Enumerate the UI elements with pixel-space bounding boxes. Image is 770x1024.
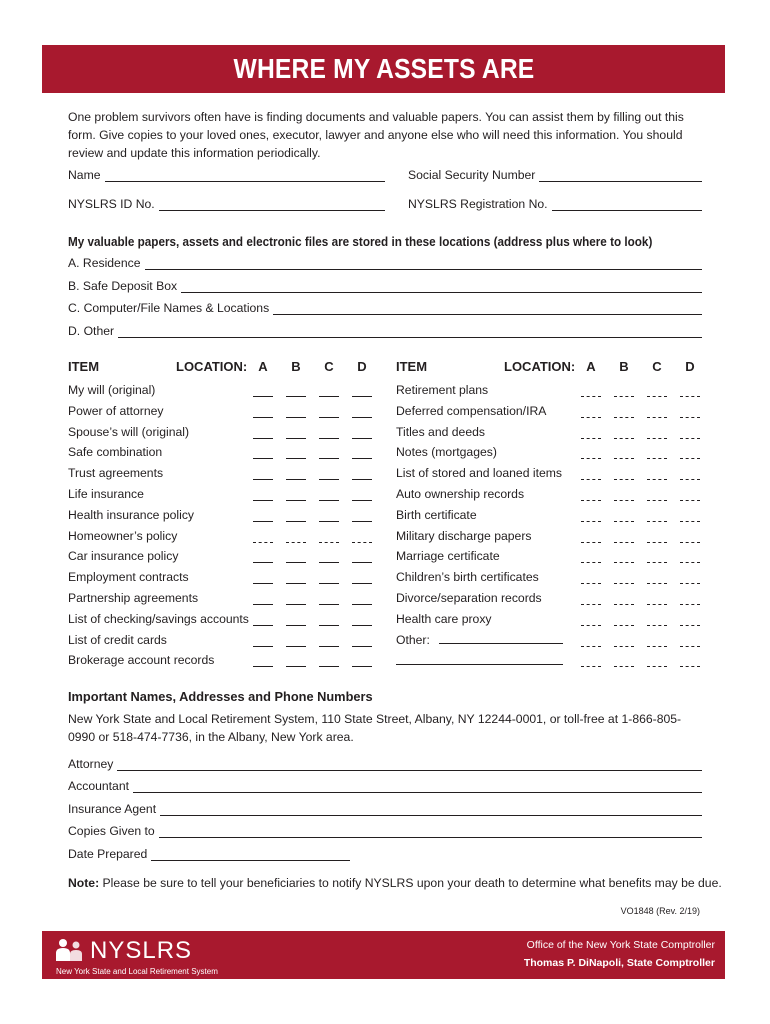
left-item-row: Spouse’s will (original) [68, 425, 190, 439]
reg-no-field[interactable] [408, 197, 702, 211]
right-row-3-blank-D[interactable] [680, 458, 700, 459]
left-row-4-blank-A[interactable] [253, 479, 273, 480]
right-row-10-blank-C[interactable] [647, 604, 667, 605]
right-row-9-blank-D[interactable] [680, 583, 700, 584]
right-row-9-blank-A[interactable] [581, 583, 601, 584]
note-text: Please be sure to tell your beneficiaries to notify NYSLRS upon your death to determine what benefits may be due. [99, 876, 722, 890]
col-a-right: A [586, 359, 596, 374]
accountant-label: Accountant [68, 779, 129, 793]
location-c-label: C. Computer/File Names & Locations [68, 301, 270, 315]
left-row-5-blank-D[interactable] [352, 500, 372, 501]
id-no-field[interactable] [68, 197, 385, 211]
right-row-6-blank-C[interactable] [647, 521, 667, 522]
right-row-1-blank-D[interactable] [680, 417, 700, 418]
left-row-8-blank-C[interactable] [319, 562, 339, 563]
location-a-field[interactable] [68, 256, 702, 270]
page-title: WHERE MY ASSETS ARE [233, 53, 534, 84]
left-item-row: Partnership agreements [68, 591, 199, 605]
right-row-0-blank-A[interactable] [581, 396, 601, 397]
right-row-0-blank-C[interactable] [647, 396, 667, 397]
right-row-3-blank-C[interactable] [647, 458, 667, 459]
left-row-8-blank-B[interactable] [286, 562, 306, 563]
left-row-0-blank-D[interactable] [352, 396, 372, 397]
col-b-right: B [619, 359, 629, 374]
date-prepared-field[interactable] [68, 847, 350, 861]
copies-given-label: Copies Given to [68, 824, 155, 838]
other-extra-line[interactable] [396, 664, 563, 665]
left-row-13-blank-C[interactable] [319, 666, 339, 667]
left-item-row: Life insurance [68, 487, 144, 501]
left-item-row: Power of attorney [68, 404, 164, 418]
people-icon [54, 937, 88, 963]
right-row-10-blank-B[interactable] [614, 604, 634, 605]
left-row-12-blank-C[interactable] [319, 646, 339, 647]
right-row-5-blank-D[interactable] [680, 500, 700, 501]
contacts-heading: Important Names, Addresses and Phone Numbers [68, 689, 373, 704]
left-row-8-blank-D[interactable] [352, 562, 372, 563]
left-row-12-blank-A[interactable] [253, 646, 273, 647]
left-row-8-blank-A[interactable] [253, 562, 273, 563]
right-row-5-blank-B[interactable] [614, 500, 634, 501]
insurance-agent-label: Insurance Agent [68, 802, 157, 816]
col-c-left: C [324, 359, 334, 374]
left-row-3-blank-D[interactable] [352, 458, 372, 459]
right-item-row: Notes (mortgages) [396, 445, 497, 459]
item-header-left: ITEM [68, 359, 100, 374]
left-row-7-blank-A[interactable] [253, 542, 273, 543]
right-row-3-blank-A[interactable] [581, 458, 601, 459]
left-row-4-blank-B[interactable] [286, 479, 306, 480]
left-row-6-blank-D[interactable] [352, 521, 372, 522]
right-row-13-blank-C[interactable] [647, 666, 667, 667]
left-row-0-blank-B[interactable] [286, 396, 306, 397]
right-row-4-blank-A[interactable] [581, 479, 601, 480]
right-row-11-blank-B[interactable] [614, 625, 634, 626]
right-row-7-blank-B[interactable] [614, 542, 634, 543]
other-input-line[interactable] [439, 643, 563, 644]
insurance-agent-field[interactable] [68, 802, 702, 816]
right-row-7-blank-C[interactable] [647, 542, 667, 543]
right-row-13-blank-B[interactable] [614, 666, 634, 667]
right-row-8-blank-D[interactable] [680, 562, 700, 563]
right-row-2-blank-A[interactable] [581, 438, 601, 439]
right-item-row: Deferred compensation/IRA [396, 404, 547, 418]
left-row-4-blank-C[interactable] [319, 479, 339, 480]
right-row-3-blank-B[interactable] [614, 458, 634, 459]
left-row-3-blank-B[interactable] [286, 458, 306, 459]
right-row-6-blank-B[interactable] [614, 521, 634, 522]
left-row-11-blank-C[interactable] [319, 625, 339, 626]
right-item-row: Other: [396, 633, 430, 647]
left-row-11-blank-D[interactable] [352, 625, 372, 626]
left-item-row: Trust agreements [68, 466, 164, 480]
right-row-12-blank-C[interactable] [647, 646, 667, 647]
col-a-left: A [258, 359, 268, 374]
right-row-9-blank-B[interactable] [614, 583, 634, 584]
right-item-row: List of stored and loaned items [396, 466, 562, 480]
right-item-row: Titles and deeds [396, 425, 485, 439]
left-row-0-blank-C[interactable] [319, 396, 339, 397]
right-row-4-blank-B[interactable] [614, 479, 634, 480]
contacts-text: New York State and Local Retirement System, 110 State Street, Albany, NY 12244-0001, or toll-free at 1-866-805-0990 or 518-474-7736, in the Albany, New York area. [68, 712, 682, 744]
right-row-2-blank-C[interactable] [647, 438, 667, 439]
left-row-9-blank-C[interactable] [319, 583, 339, 584]
location-a-label: A. Residence [68, 256, 141, 270]
attorney-field[interactable] [68, 757, 702, 771]
left-row-11-blank-A[interactable] [253, 625, 273, 626]
left-row-0-blank-A[interactable] [253, 396, 273, 397]
left-row-6-blank-A[interactable] [253, 521, 273, 522]
left-item-row: Health insurance policy [68, 508, 195, 522]
right-row-12-blank-B[interactable] [614, 646, 634, 647]
left-item-row: List of credit cards [68, 633, 167, 647]
left-row-1-blank-A[interactable] [253, 417, 273, 418]
id-no-label: NYSLRS ID No. [68, 197, 155, 211]
location-header-left: LOCATION: [176, 359, 248, 374]
left-row-2-blank-D[interactable] [352, 438, 372, 439]
left-row-10-blank-A[interactable] [253, 604, 273, 605]
left-row-13-blank-D[interactable] [352, 666, 372, 667]
name-label: Name [68, 168, 101, 182]
office-name: Office of the New York State Comptroller [526, 939, 715, 951]
accountant-field[interactable] [68, 779, 702, 793]
right-item-row: Retirement plans [396, 383, 489, 397]
right-row-8-blank-A[interactable] [581, 562, 601, 563]
intro-text: One problem survivors often have is finding documents and valuable papers. You can assist them by filling out this form. Give copies to your loved ones, executor, lawyer and anyone else who will need this information. You should review and update this information periodically. [68, 110, 684, 160]
left-row-3-blank-A[interactable] [253, 458, 273, 459]
right-item-row: Marriage certificate [396, 549, 500, 563]
right-row-13-blank-A[interactable] [581, 666, 601, 667]
right-row-6-blank-D[interactable] [680, 521, 700, 522]
left-row-6-blank-B[interactable] [286, 521, 306, 522]
right-row-11-blank-D[interactable] [680, 625, 700, 626]
right-row-11-blank-C[interactable] [647, 625, 667, 626]
right-item-row: Auto ownership records [396, 487, 525, 501]
left-row-12-blank-D[interactable] [352, 646, 372, 647]
left-row-10-blank-B[interactable] [286, 604, 306, 605]
left-row-10-blank-D[interactable] [352, 604, 372, 605]
left-row-2-blank-C[interactable] [319, 438, 339, 439]
location-c-field[interactable] [68, 301, 702, 315]
left-row-5-blank-A[interactable] [253, 500, 273, 501]
left-row-4-blank-D[interactable] [352, 479, 372, 480]
right-row-2-blank-D[interactable] [680, 438, 700, 439]
right-row-10-blank-A[interactable] [581, 604, 601, 605]
left-row-1-blank-C[interactable] [319, 417, 339, 418]
right-item-row: Military discharge papers [396, 529, 532, 543]
right-row-0-blank-B[interactable] [614, 396, 634, 397]
left-row-1-blank-B[interactable] [286, 417, 306, 418]
item-header-right: ITEM [396, 359, 428, 374]
footer [42, 931, 725, 979]
location-b-label: B. Safe Deposit Box [68, 279, 178, 293]
left-item-row: Homeowner’s policy [68, 529, 178, 543]
right-row-4-blank-C[interactable] [647, 479, 667, 480]
left-item-row: Employment contracts [68, 570, 189, 584]
right-row-5-blank-A[interactable] [581, 500, 601, 501]
right-row-8-blank-C[interactable] [647, 562, 667, 563]
right-row-1-blank-C[interactable] [647, 417, 667, 418]
left-row-9-blank-A[interactable] [253, 583, 273, 584]
left-item-row: Car insurance policy [68, 549, 179, 563]
left-row-13-blank-B[interactable] [286, 666, 306, 667]
left-row-2-blank-A[interactable] [253, 438, 273, 439]
location-header-right: LOCATION: [504, 359, 576, 374]
logo-subtitle: New York State and Local Retirement System [56, 967, 218, 976]
locations-heading: My valuable papers, assets and electronic files are stored in these locations (address plus where to look) [68, 234, 653, 249]
left-row-12-blank-B[interactable] [286, 646, 306, 647]
left-row-7-blank-C[interactable] [319, 542, 339, 543]
right-row-7-blank-D[interactable] [680, 542, 700, 543]
right-row-10-blank-D[interactable] [680, 604, 700, 605]
note [68, 876, 722, 890]
left-item-row: My will (original) [68, 383, 156, 397]
left-row-2-blank-B[interactable] [286, 438, 306, 439]
note-label: Note: [68, 876, 100, 890]
left-item-row: Safe combination [68, 445, 163, 459]
left-item-row: Brokerage account records [68, 653, 215, 667]
right-row-4-blank-D[interactable] [680, 479, 700, 480]
comptroller-name: Thomas P. DiNapoli, State Comptroller [523, 957, 715, 969]
right-row-1-blank-B[interactable] [614, 417, 634, 418]
col-d-left: D [357, 359, 367, 374]
right-row-1-blank-A[interactable] [581, 417, 601, 418]
right-row-9-blank-C[interactable] [647, 583, 667, 584]
left-row-10-blank-C[interactable] [319, 604, 339, 605]
left-row-3-blank-C[interactable] [319, 458, 339, 459]
right-item-row: Children’s birth certificates [396, 570, 539, 584]
date-prepared-label: Date Prepared [68, 847, 148, 861]
copies-given-field[interactable] [68, 824, 702, 838]
col-b-left: B [291, 359, 301, 374]
location-b-field[interactable] [68, 279, 702, 293]
ssn-label: Social Security Number [408, 168, 536, 182]
col-d-right: D [685, 359, 695, 374]
title-banner [42, 45, 725, 93]
right-item-row: Birth certificate [396, 508, 477, 522]
right-row-12-blank-A[interactable] [581, 646, 601, 647]
right-item-row: Divorce/separation records [396, 591, 542, 605]
left-row-5-blank-B[interactable] [286, 500, 306, 501]
logo-text: NYSLRS [90, 937, 193, 964]
reg-no-label: NYSLRS Registration No. [408, 197, 548, 211]
name-field[interactable] [68, 168, 385, 182]
right-row-11-blank-A[interactable] [581, 625, 601, 626]
left-row-13-blank-A[interactable] [253, 666, 273, 667]
left-item-row: List of checking/savings accounts [68, 612, 249, 626]
left-row-7-blank-D[interactable] [352, 542, 372, 543]
form-code: VO1848 (Rev. 2/19) [620, 906, 700, 916]
right-row-5-blank-C[interactable] [647, 500, 667, 501]
left-row-1-blank-D[interactable] [352, 417, 372, 418]
right-row-7-blank-A[interactable] [581, 542, 601, 543]
location-d-label: D. Other [68, 324, 115, 338]
right-row-2-blank-B[interactable] [614, 438, 634, 439]
right-row-6-blank-A[interactable] [581, 521, 601, 522]
col-c-right: C [652, 359, 662, 374]
right-row-13-blank-D[interactable] [680, 666, 700, 667]
right-item-row: Health care proxy [396, 612, 492, 626]
right-row-0-blank-D[interactable] [680, 396, 700, 397]
nyslrs-logo [54, 937, 218, 976]
left-row-5-blank-C[interactable] [319, 500, 339, 501]
location-d-field[interactable] [68, 324, 702, 338]
attorney-label: Attorney [68, 757, 114, 771]
left-row-11-blank-B[interactable] [286, 625, 306, 626]
ssn-field[interactable] [408, 168, 702, 182]
left-row-9-blank-B[interactable] [286, 583, 306, 584]
left-row-6-blank-C[interactable] [319, 521, 339, 522]
right-row-12-blank-D[interactable] [680, 646, 700, 647]
right-row-8-blank-B[interactable] [614, 562, 634, 563]
left-row-7-blank-B[interactable] [286, 542, 306, 543]
left-row-9-blank-D[interactable] [352, 583, 372, 584]
